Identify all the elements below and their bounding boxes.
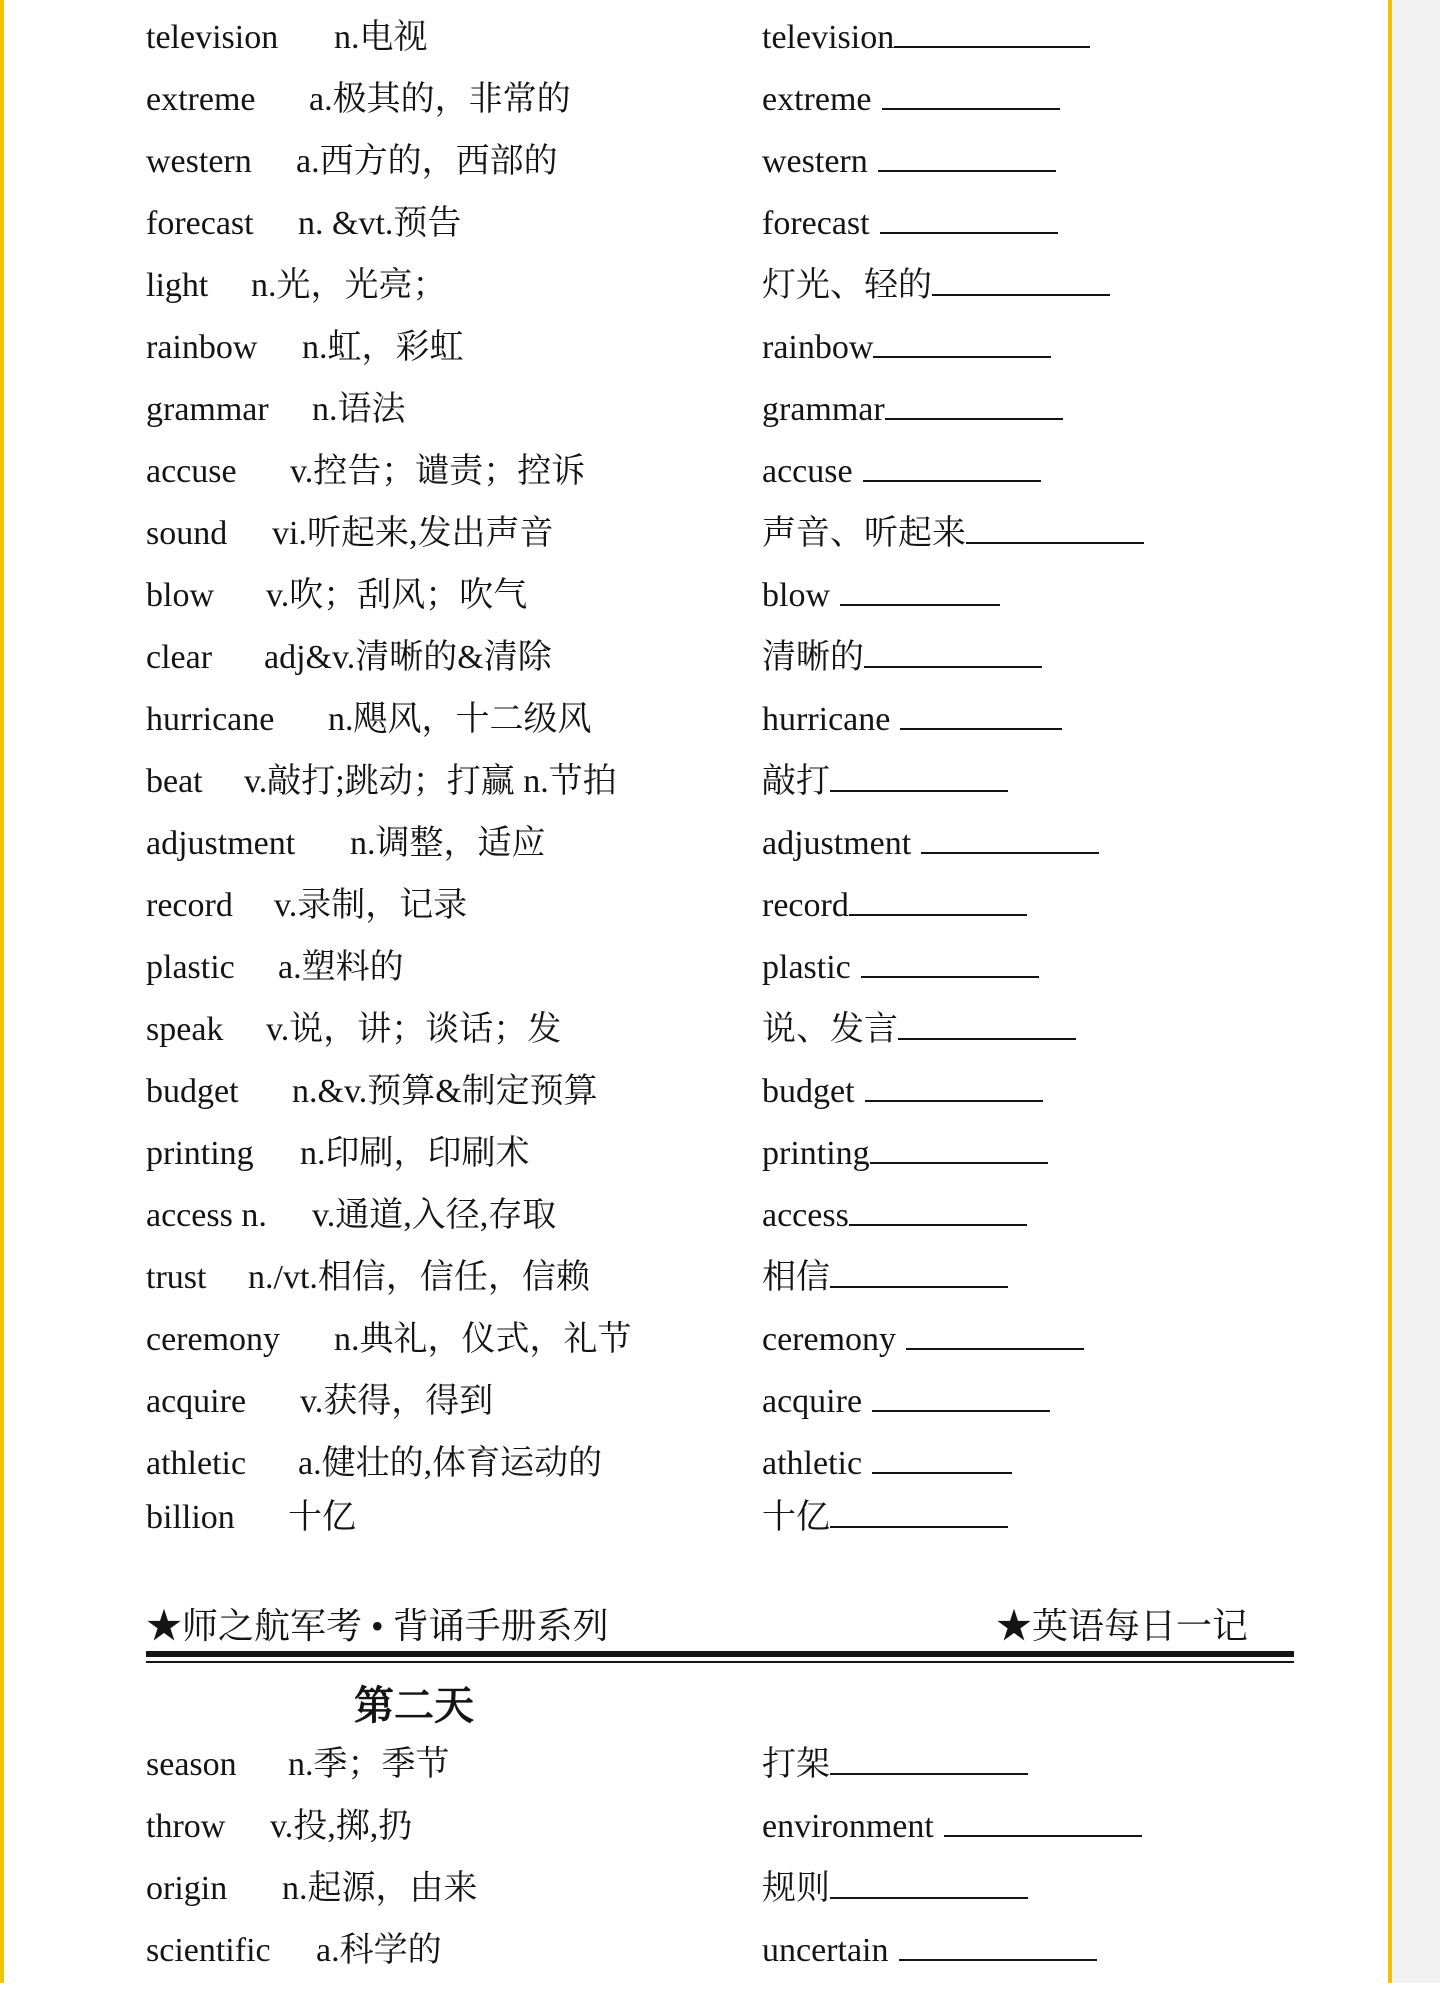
practice-prompt: budget [762, 1073, 855, 1110]
vocab-row [4, 18, 1388, 80]
practice-prompt: 清晰的 [762, 639, 864, 676]
practice-item [762, 204, 1058, 244]
vocab-meaning: a.西方的，西部的 [296, 143, 558, 180]
answer-blank[interactable] [849, 1196, 1027, 1226]
practice-item [762, 700, 1062, 740]
answer-blank[interactable] [865, 1072, 1043, 1102]
answer-blank[interactable] [885, 390, 1063, 420]
vocab-word: sound [146, 515, 228, 552]
vocab-meaning: a.极其的，非常的 [309, 81, 571, 118]
vocab-word: access n. [146, 1197, 267, 1234]
practice-item [762, 1869, 1028, 1909]
vocab-meaning: v.录制，记录 [274, 887, 468, 924]
practice-prompt: 打架 [762, 1746, 830, 1783]
vocab-word: forecast [146, 205, 254, 242]
practice-prompt: forecast [762, 205, 870, 242]
practice-item [762, 1258, 1008, 1298]
vocab-meaning: n.典礼，仪式，礼节 [334, 1321, 632, 1358]
vocab-row [4, 1258, 1388, 1320]
vocab-row [4, 266, 1388, 328]
vocab-word: athletic [146, 1445, 247, 1482]
practice-prompt: rainbow [762, 329, 874, 366]
vocab-row [4, 328, 1388, 390]
answer-blank[interactable] [849, 886, 1027, 916]
vocab-meaning: n.虹，彩虹 [302, 329, 464, 366]
vocab-row [4, 948, 1388, 1010]
vocab-word: scientific [146, 1932, 271, 1969]
practice-prompt: athletic [762, 1445, 863, 1482]
vocab-word: printing [146, 1135, 254, 1172]
practice-item [762, 1382, 1050, 1422]
vocab-row [4, 452, 1388, 514]
answer-blank[interactable] [872, 1444, 1012, 1474]
practice-item [762, 1196, 1027, 1236]
divider-thin [146, 1661, 1294, 1663]
practice-item [762, 390, 1063, 430]
practice-prompt: adjustment [762, 825, 912, 862]
practice-prompt: 规则 [762, 1870, 830, 1907]
answer-blank[interactable] [830, 1869, 1028, 1899]
vocab-meaning: a.健壮的,体育运动的 [298, 1445, 603, 1482]
practice-item [762, 1010, 1076, 1050]
practice-item [762, 328, 1051, 368]
answer-blank[interactable] [830, 1745, 1028, 1775]
vocab-meaning: n.季；季节 [288, 1746, 450, 1783]
vocab-row [4, 576, 1388, 638]
divider-thick [146, 1651, 1294, 1657]
vocab-meaning: n.印刷，印刷术 [300, 1135, 530, 1172]
practice-item [762, 638, 1042, 678]
vocab-word: beat [146, 763, 203, 800]
vocab-word: adjustment [146, 825, 296, 862]
vocab-row [4, 1196, 1388, 1258]
answer-blank[interactable] [898, 1010, 1076, 1040]
vocab-meaning: a.科学的 [316, 1932, 442, 1969]
practice-prompt: 灯光、轻的 [762, 267, 932, 304]
practice-prompt: 说、发言 [762, 1011, 898, 1048]
practice-prompt: blow [762, 577, 830, 614]
practice-item [762, 576, 1000, 616]
vocab-row [4, 1134, 1388, 1196]
day-heading: 第二天 [354, 1683, 474, 1729]
practice-prompt: 声音、听起来 [762, 515, 966, 552]
answer-blank[interactable] [870, 1134, 1048, 1164]
practice-prompt: western [762, 143, 868, 180]
vocab-meaning: n.起源，由来 [282, 1870, 478, 1907]
vocab-word: western [146, 143, 252, 180]
practice-prompt: access [762, 1197, 849, 1234]
vocab-word: extreme [146, 81, 256, 118]
vocab-word: billion [146, 1499, 235, 1536]
answer-blank[interactable] [878, 142, 1056, 172]
vocab-row [4, 390, 1388, 452]
practice-item [762, 1498, 1008, 1538]
vocab-meaning: adj&v.清晰的&清除 [264, 639, 552, 676]
vocab-row [4, 824, 1388, 886]
vocab-meaning: n./vt.相信，信任，信赖 [248, 1259, 590, 1296]
vocab-meaning: 十亿 [288, 1499, 356, 1536]
series-banner [146, 1598, 1248, 1658]
practice-prompt: ceremony [762, 1321, 897, 1358]
practice-item [762, 824, 1099, 864]
vocab-row [4, 204, 1388, 266]
vocab-meaning: n.语法 [312, 391, 406, 428]
vocab-word: hurricane [146, 701, 275, 738]
answer-blank[interactable] [894, 18, 1090, 48]
practice-item [762, 1072, 1043, 1112]
answer-blank[interactable] [921, 824, 1099, 854]
practice-item [762, 142, 1056, 182]
vocab-meaning: n.光，光亮； [251, 267, 447, 304]
vocab-meaning: n. &vt.预告 [298, 205, 462, 242]
vocab-row [4, 700, 1388, 762]
practice-item [762, 80, 1060, 120]
practice-item [762, 1807, 1142, 1847]
practice-prompt: 相信 [762, 1259, 830, 1296]
series-title: ★师之航军考 • 背诵手册系列 [146, 1606, 609, 1646]
vocab-word: blow [146, 577, 214, 614]
answer-blank[interactable] [873, 328, 1051, 358]
right-yellow-border [1388, 0, 1392, 1983]
answer-blank[interactable] [840, 576, 1000, 606]
series-subtitle: ★英语每日一记 [995, 1606, 1248, 1646]
vocab-word: throw [146, 1808, 226, 1845]
vocab-row [4, 762, 1388, 824]
vocab-word: speak [146, 1011, 224, 1048]
vocab-meaning: v.吹；刮风；吹气 [266, 577, 528, 614]
vocab-word: light [146, 267, 209, 304]
vocab-meaning: v.控告；谴责；控诉 [290, 453, 586, 490]
vocab-row [4, 1745, 1388, 1807]
vocab-meaning: v.获得，得到 [300, 1383, 494, 1420]
practice-item [762, 1745, 1028, 1785]
vocab-row [4, 1382, 1388, 1444]
practice-prompt: hurricane [762, 701, 891, 738]
answer-blank[interactable] [830, 1258, 1008, 1288]
answer-blank[interactable] [830, 1498, 1008, 1528]
practice-item [762, 1134, 1048, 1174]
practice-item [762, 1444, 1012, 1484]
vocab-meaning: v.说，讲；谈话；发 [266, 1011, 562, 1048]
vocab-word: clear [146, 639, 213, 676]
vocab-row [4, 1010, 1388, 1072]
practice-prompt: uncertain [762, 1932, 889, 1969]
practice-item [762, 948, 1039, 988]
vocab-word: accuse [146, 453, 237, 490]
practice-prompt: accuse [762, 453, 853, 490]
practice-item [762, 886, 1027, 926]
practice-prompt: television [762, 19, 895, 56]
answer-blank[interactable] [899, 1931, 1097, 1961]
practice-item [762, 266, 1110, 306]
vocab-meaning: n.飓风，十二级风 [328, 701, 592, 738]
practice-prompt: printing [762, 1135, 870, 1172]
answer-blank[interactable] [872, 1382, 1050, 1412]
answer-blank[interactable] [864, 638, 1042, 668]
vocab-row [4, 638, 1388, 700]
vocab-meaning: v.敲打;跳动；打赢 n.节拍 [244, 763, 617, 800]
answer-blank[interactable] [882, 80, 1060, 110]
vocab-meaning: n.&v.预算&制定预算 [292, 1073, 598, 1110]
answer-blank[interactable] [966, 514, 1144, 544]
vocab-word: rainbow [146, 329, 258, 366]
practice-prompt: record [762, 887, 849, 924]
answer-blank[interactable] [863, 452, 1041, 482]
vocab-word: season [146, 1746, 237, 1783]
vocab-row [4, 142, 1388, 204]
vocab-meaning: vi.听起来,发出声音 [272, 515, 554, 552]
vocab-word: ceremony [146, 1321, 281, 1358]
practice-item [762, 762, 1008, 802]
answer-blank[interactable] [900, 700, 1062, 730]
answer-blank[interactable] [932, 266, 1110, 296]
vocab-meaning: a.塑料的 [278, 949, 404, 986]
practice-item [762, 18, 1090, 58]
vocab-row [4, 1807, 1388, 1869]
vocab-meaning: n.电视 [334, 19, 428, 56]
vocab-row [4, 1072, 1388, 1134]
vocab-word: record [146, 887, 233, 924]
practice-prompt: grammar [762, 391, 885, 428]
practice-item [762, 514, 1144, 554]
vocab-meaning: v.投,掷,扔 [270, 1808, 413, 1845]
answer-blank[interactable] [861, 948, 1039, 978]
vocab-meaning: v.通道,入径,存取 [312, 1197, 557, 1234]
vocab-row [4, 1498, 1388, 1560]
vocab-row [4, 1320, 1388, 1382]
practice-prompt: environment [762, 1808, 934, 1845]
answer-blank[interactable] [944, 1807, 1142, 1837]
vocab-word: trust [146, 1259, 207, 1296]
practice-prompt: extreme [762, 81, 872, 118]
vocab-row [4, 514, 1388, 576]
practice-item [762, 452, 1041, 492]
practice-item [762, 1320, 1084, 1360]
vocab-word: plastic [146, 949, 235, 986]
vocab-word: grammar [146, 391, 269, 428]
vocab-word: acquire [146, 1383, 247, 1420]
vocab-row [4, 1444, 1388, 1506]
practice-prompt: 敲打 [762, 763, 830, 800]
practice-item [762, 1931, 1097, 1971]
vocab-word: television [146, 19, 279, 56]
practice-prompt: 十亿 [762, 1499, 830, 1536]
worksheet-page [4, 0, 1388, 1983]
practice-prompt: acquire [762, 1383, 863, 1420]
vocab-row [4, 886, 1388, 948]
practice-prompt: plastic [762, 949, 851, 986]
vocab-row [4, 80, 1388, 142]
vocab-row [4, 1931, 1388, 1993]
answer-blank[interactable] [906, 1320, 1084, 1350]
answer-blank[interactable] [830, 762, 1008, 792]
answer-blank[interactable] [880, 204, 1058, 234]
vocab-meaning: n.调整，适应 [350, 825, 546, 862]
vocab-word: budget [146, 1073, 239, 1110]
vocab-row [4, 1869, 1388, 1931]
vocab-word: origin [146, 1870, 228, 1907]
